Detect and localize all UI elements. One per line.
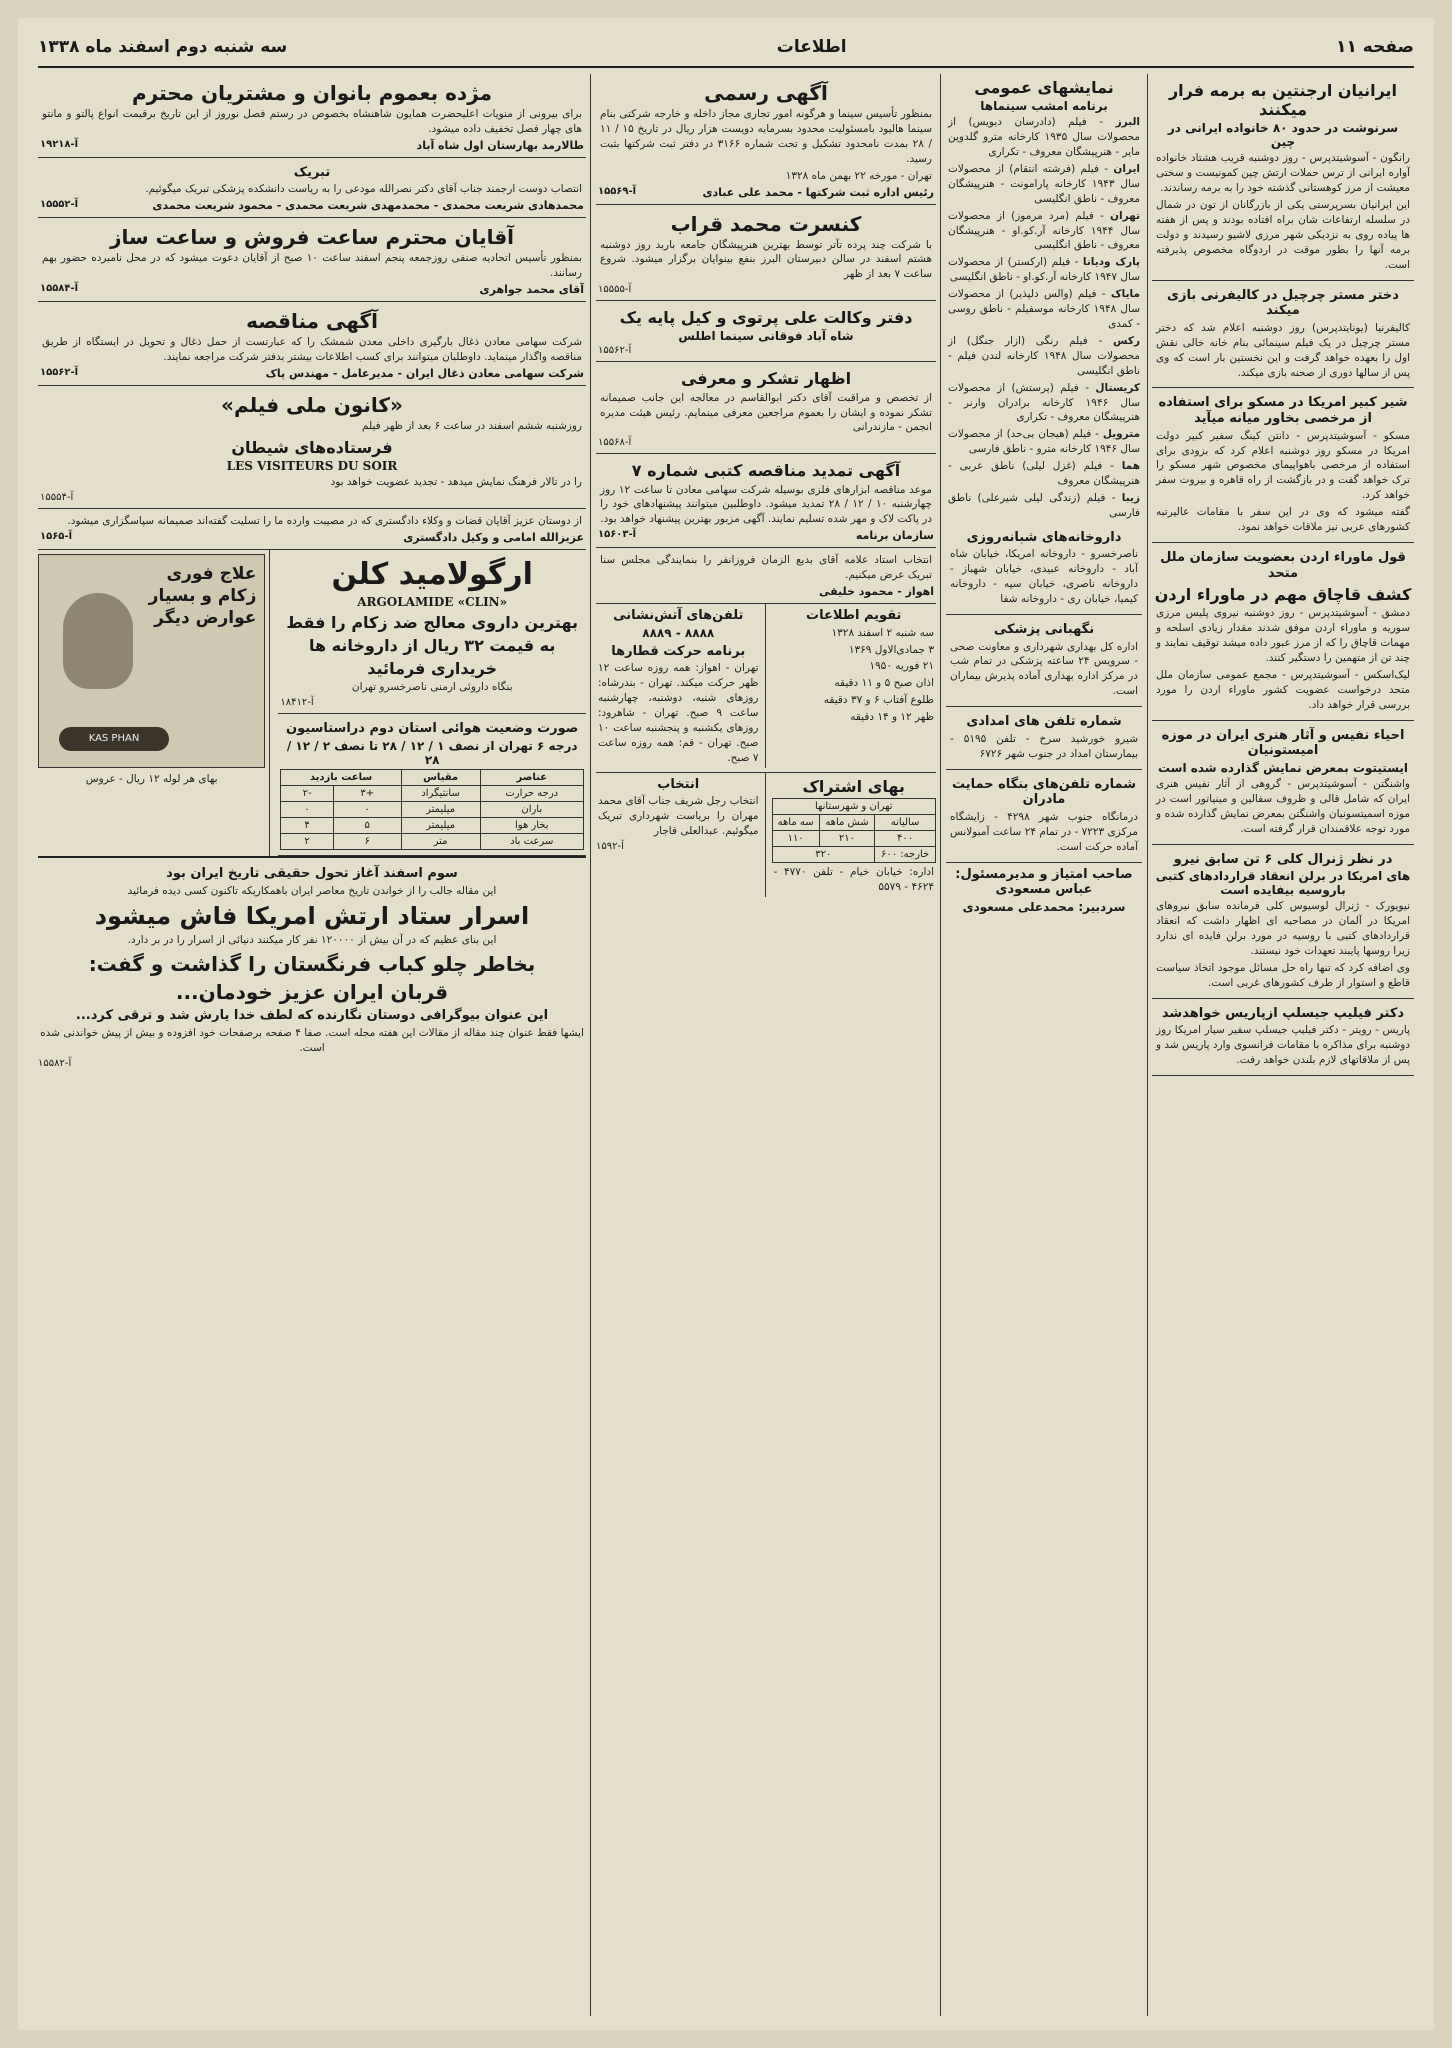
section-title: شماره تلفن‌های بنگاه حمایت مادران [951, 776, 1137, 808]
film-title: فرستاده‌های شیطان [231, 437, 393, 457]
ad-code: آ-۱۹۲۱۸ [40, 138, 79, 150]
concert-ad [596, 205, 936, 302]
congrats-note [596, 548, 936, 604]
product-name: ارگولامید کلن [331, 556, 533, 592]
signature: عزیزالله امامی و وکیل دادگستری [403, 530, 584, 544]
table-cell: میلیمتر [401, 817, 480, 833]
article-text: انتخاب رجل شریف جناب آقای محمد مهران را بریاست شهرداری تبریک میگوئیم. عبدالعلی قاجار [598, 795, 759, 837]
calendar-line: ۲۱ فوریه ۱۹۵۰ [869, 660, 934, 673]
headline: بخاطر چلو کباب فرنگستان را گذاشت و گفت: [88, 952, 536, 977]
signature: آقای محمد جواهری [479, 283, 584, 297]
film-club-ad [38, 386, 586, 509]
thanks-notice [38, 509, 586, 550]
table-cell: -۲ [281, 785, 333, 801]
editor: سردبیر: محمدعلی مسعودی [962, 899, 1126, 914]
split-right [278, 550, 586, 856]
ad-slogan: علاج فوری زکام و بسیار عوارض دیگر [148, 563, 257, 629]
table-cell: سرعت باد [480, 833, 583, 849]
split-row [38, 550, 586, 856]
signature: رئیس اداره ثبت شرکتها - محمد علی عبادی [702, 185, 934, 199]
public-shows-column [946, 74, 1142, 2016]
table-cell: ۶ [333, 833, 401, 849]
news-general-clay [1152, 845, 1414, 999]
article-text: شیرو خورشید سرخ - تلفن ۵۱۹۵ - بیمارستان امداد در جنوب شهر ۶۷۲۶ [950, 732, 1138, 760]
section-title: تلفن‌های آتش‌نشانی [613, 608, 744, 624]
article-text: را در تالار فرهنگ نمایش میدهد - تجدید عضویت خواهد بود [330, 476, 582, 489]
magazine-ad [38, 856, 586, 1069]
subheadline: های امریکا در برلن انعقاد قراردادهای کتبی باروسیه بیفایده است [1155, 869, 1411, 898]
article-text: لیک‌اسکس - آسوشیتدپرس - مجمع عمومی سازمان ملل متحد درخواست عضویت کشور ماوراء اردن را مورد بررسی قرار خواهد داد. [1156, 668, 1410, 711]
article-text: برای بیرونی از منویات اعلیحضرت همایون شاهنشاه بخصوص در رستم فصل نوروز از این تاریخ برقیمت انواع پالتو و مانتو های چهار فصل تخفیف داده میشود. [42, 108, 582, 135]
table-cell: سالیانه [875, 814, 936, 830]
article-text: پاریس - رویتر - دکتر فیلیپ جیسلپ سفیر سیار امریکا روز دوشنبه برای مذاکره با مقامات فرانسوی وارد پاریس شد و پس از ملاقاتهای لازم بلندن خواهد رفت. [1156, 1024, 1410, 1066]
article-text: این ایرانیان بسرپرستی یکی از بازرگانان از تون در شمال در سلسله ارتفاعات شان براه افتاده بودند و پس از هفته ها پیاده روی به نزدیکی شهر مرزی لاشیو رسیدند و دولت برمه آنها را بطور موقت در اردوگاه مخصوص پذیرفته است. [1156, 199, 1410, 271]
headline: اظهار تشکر و معرفی [680, 369, 852, 389]
table-cell: +۳ [333, 785, 401, 801]
article-text: نیویورک - ژنرال لوسیوس کلی فرمانده سابق نیروهای امریکا در آلمان در مصاحبه ای اظهار داشت که انعقاد قراردادهای کتبی با روسیه در مورد برلن فایده ای ندارد زیرا روسها پایبند تعهدات خود نیستند. [1156, 900, 1410, 957]
list-item: مترویل - فیلم (هیجان بی‌حد) از محصولات سال ۱۹۴۶ کارخانه مترو - ناطق فارسی [948, 428, 1141, 456]
headline: دفتر وکالت علی پرتوی و کیل پایه یک [619, 308, 913, 328]
news-jessup [1152, 999, 1414, 1076]
thanks-ad [596, 362, 936, 454]
ads-column [38, 74, 586, 2016]
product-name-latin: ARGOLAMIDE «CLIN» [357, 594, 508, 609]
weather-table [280, 769, 584, 850]
publisher: صاحب امتیاز و مدیرمسئول: عباس مسعودی [955, 866, 1133, 898]
table-cell: ۲ [281, 833, 333, 849]
ad-code: آ-۱۵۵۵۲ [40, 199, 79, 211]
ad-code: آ-۱۵۶۰۳ [598, 529, 637, 541]
article-text: از تخصص و مراقبت آقای دکتر ابوالقاسم در معالجه این جانب صمیمانه تشکر نموده و ایشان را بعموم مراجعین معرفی مینمایم. رئیس هیئت مدیره انجمن - مازندرانی [600, 391, 932, 434]
article-text: اداره کل بهداری شهرداری و معاونت صحی - سرویس ۲۴ ساعته پزشکی در تمام شب در مرکز اداره بهداری آماده پذیرش بیماران است. [950, 640, 1138, 698]
headline: صورت وضعیت هوائی استان دوم دراستاسیون [286, 721, 579, 737]
ad-code: آ-۱۵۵۶۲ [40, 366, 79, 378]
headline: مژده بعموم بانوان و مشتریان محترم [131, 81, 493, 105]
table-header: ساعت بازدید [281, 769, 401, 785]
headline: ایرانیان ارجنتین به برمه فرار میکنند [1168, 81, 1398, 120]
fire-train-box [596, 604, 766, 768]
headline: آگهی مناقصه [246, 309, 378, 334]
cold-remedy-ad [38, 554, 265, 768]
headline: آگهی رسمی [704, 81, 828, 105]
watchmakers-ad [38, 218, 586, 302]
article-text: بنگاه داروئی ارمنی ناصرخسرو تهران [351, 681, 513, 694]
section-title: نگهبانی پزشکی [993, 621, 1095, 637]
ad-code: آ-۱۵۵۶۲ [598, 345, 632, 357]
table-cell: ۱۱۰ [772, 830, 819, 846]
table-cell: تهران و شهرستانها [772, 798, 936, 814]
article-text: واشنگتن - آسوشیتدپرس - گروهی از آثار نفیس هنری ایران که شامل قالی و ظروف سفالین و مینیاتور است در موزه اسمیتسونیان واشنگتن بمعرض نمایش گذارده شده و مورد توجه علاقمندان قرار گرفته است. [1156, 777, 1410, 835]
calendar-line: سه شنبه ۲ اسفند ۱۳۲۸ [831, 626, 934, 639]
list-item: تهران - فیلم (مرد مرموز) از محصولات سال ۱۹۴۴ کارخانه آر.کو.او - هنرپیشگان معروف - ناطق انگلیسی [948, 209, 1141, 252]
headline: کشف قاچاق مهم در ماوراء اردن [1154, 585, 1412, 605]
calendar-line: ظهر ۱۲ و ۱۴ دقیقه [850, 711, 934, 724]
subheadline: ایستیتوت بمعرض نمایش گذارده شده است [1157, 760, 1409, 775]
info-boxes [596, 604, 936, 773]
address: شاه آباد فوقانی سینما اطلس [678, 329, 854, 344]
table-cell: خارجه: ۶۰۰ [875, 846, 936, 862]
ad-price: بهای هر لوله ۱۲ ریال - عروس [85, 772, 218, 785]
ad-code: آ-۱۵۶۵ [40, 530, 72, 542]
calendar-box [772, 604, 937, 768]
table-header: مقیاس [401, 769, 480, 785]
table-cell: ۵ [333, 817, 401, 833]
table-cell: ۴۰۰ [875, 830, 936, 846]
column-rule [590, 74, 591, 2016]
medical-watch [946, 615, 1142, 707]
congrats-ad [38, 158, 586, 219]
table-cell: باران [480, 801, 583, 817]
ad-code: آ-۱۵۵۵۵ [598, 284, 632, 296]
table-cell: درجه حرارت [480, 785, 583, 801]
newspaper-page [18, 18, 1434, 2030]
official-notice [596, 74, 936, 205]
article-text: با شرکت چند پرده تآتر توسط بهترین هنرپیشگان جامعه باربد روز دوشنبه هشتم اسفند در سالن دبیرستان البرز بنفع بینوایان برگزار میشود. شروع ساعت ۷ بعد از ظهر [600, 238, 932, 281]
table-cell: ۲۱۰ [819, 830, 874, 846]
train-schedule: تهران - اهواز: همه روزه ساعت ۱۲ ظهر حرکت میکند. تهران - بندرشاه: روزهای شنبه، دوشنبه، چهارشنبه ساعت ۹ صبح. تهران - شاهرود: روزهای یکشنبه و پنجشنبه ساعت ۱۰ صبح. تهران - قم: همه روزه ساعت ۷ صبح. [598, 662, 759, 764]
headline: دکتر فیلیپ جیسلپ ازپاریس خواهدشد [1161, 1005, 1405, 1021]
article-text: دمشق - آسوشیتدپرس - روز دوشنبه نیروی پلیس مرزی سوریه و ماوراء اردن موفق شدند مقدار زیادی اسلحه و مهمات قاچاق را که از مرز عبور داده میشد توقیف نمایند و چند تن از متهمین را دستگیر کنند. [1156, 607, 1410, 665]
election-box [596, 773, 766, 897]
news-iranian-art [1152, 721, 1414, 845]
split-left [38, 550, 270, 856]
section-title: شماره تلفن های امدادی [966, 714, 1122, 730]
section-title: نمایشهای عمومی [974, 78, 1114, 97]
address: اداره: خیابان خیام - تلفن ۴۷۷۰ - ۴۶۲۴ - ۵۵۷۹ [773, 865, 934, 893]
section-title: داروخانه‌های شبانه‌روزی [966, 529, 1122, 545]
issue-date: سه شنبه دوم اسفند ماه ۱۳۳۸ [38, 37, 288, 57]
headline: شیر کبیر امریکا در مسکو برای استفاده از مرخصی بخاور میانه میآید [1158, 395, 1408, 427]
article-text: ایشها فقط عنوان چند مقاله از مقالات این هفته مجله است. صفا ۴ صفحه برصفحات خود افزوده و بیش از پیش خواندنی شده است. [40, 1026, 584, 1054]
list-item: هما - فیلم (غزل لیلی) ناطق عربی - هنرپیشگان معروف [948, 460, 1140, 488]
article-text: وی اضافه کرد که تنها راه حل مسائل موجود اتخاذ سیاست قاطع و استوار از طرف کشورهای غربی است. [1156, 961, 1410, 989]
subheadline: سرنوشت در حدود ۸۰ خانواده ایرانی در چین [1167, 121, 1399, 150]
headline: سوم اسفند آغاز تحول حقیقی تاریخ ایران بود [166, 865, 458, 881]
headline: آقایان محترم ساعت فروش و ساعت ساز [109, 225, 515, 250]
table-cell: ۴ [281, 817, 333, 833]
article-text: درمانگاه جنوب شهر ۴۲۹۸ - زایشگاه مرکزی ۷۲۲۳ - در تمام ۲۴ ساعت آمبولانس آماده حرکت است. [950, 810, 1138, 853]
article-text: مسکو - آسوشیتدپرس - دانتن کینگ سفیر کبیر دولت امریکا در مسکو روز دوشنبه اعلام کرد که بزودی برای استفاده از مرخصی باهواپیمای مخصوص شهر مسکو را ترک خواهد گفت و در بازگشت از راه قاهره و بیروت سفر خواهد کرد. [1156, 429, 1410, 502]
headline: تبریک [293, 164, 331, 180]
table-cell: متر [401, 833, 480, 849]
article-text: رانگون - آسوشیتدپرس - روز دوشنبه قریب هشتاد خانواده آواره ایرانی از ترس حملات ارتش چین کمونیست و سختی معیشت از مرز کوهستانی گذشته خود را به برمه رساندند. [1156, 152, 1410, 195]
page-header [38, 28, 1414, 68]
table-header: عناصر [480, 769, 583, 785]
pharmacies [946, 523, 1142, 615]
list-item: ایران - فیلم (فرشته انتقام) از محصولات سال ۱۹۴۳ کارخانه پارامونت - هنرپیشگان معروف - ناطق انگلیسی [948, 162, 1140, 205]
subheadline: درجه ۶ تهران از نصف ۱ / ۱۲ / ۲۸ تا نصف ۲ / ۱۲ / ۲۸ [286, 738, 578, 767]
cinema-list [946, 115, 1142, 521]
film-title-latin: LES VISITEURS DU SOIR [226, 459, 398, 474]
table-cell: سه ماهه [772, 814, 819, 830]
article-text: کالیفرنیا (یونایتدپرس) روز دوشنبه اعلام شد که دختر مستر چرچیل در یک فیلم سینمائی بنام خانه خالی نقش اول را بعهده خواهد گرفت و این نخستین بار است که وی پس از سالها دوری از صحنه بازی میکند. [1156, 321, 1410, 379]
signature: سازمان برنامه [855, 529, 934, 543]
medicine-ad [278, 550, 586, 714]
calendar-line: ۳ جمادی‌الاول ۱۳۶۹ [848, 643, 934, 656]
article-text: این مقاله جالب را از خواندن تاریخ معاصر ایران باهمکاریکه تاکنون کسی دیده فرمائید [127, 884, 497, 897]
law-office-ad [596, 301, 936, 362]
headline: در نظر ژنرال کلی ۶ تن سابق نیرو [1173, 851, 1393, 867]
newspaper-name: اطلاعات [776, 37, 847, 57]
article-text: گفته میشود که وی در این سفر با مقامات عالیرتبه کشورهای عربی نیز ملاقات خواهد نمود. [1156, 506, 1410, 534]
headline: این عنوان بیوگرافی دوستان نگارنده که لطف خدا یارش شد و ترقی کرد... [75, 1008, 549, 1024]
table-cell: شش ماهه [819, 814, 874, 830]
signature: محمدهادی شریعت محمدی - محمدمهدی شریعت محمدی - محمود شریعت محمدی [152, 199, 584, 213]
maternity-phones [946, 770, 1142, 863]
article-text: از دوستان عزیز آقایان قضات و وکلاء دادگستری که در مصیبت وارده ما را تسلیت گفته‌اند صمیمانه سپاسگزاری میشود. [67, 514, 582, 527]
news-churchill-daughter [1152, 281, 1414, 389]
headline: «کانون ملی فیلم» [221, 392, 403, 417]
headline: خریداری فرمائید [367, 659, 498, 679]
article-text: این بنای عظیم که در آن بیش از ۱۲۰۰۰۰ نفر کار میکنند دنیائی از اسرار را در بر دارد. [127, 934, 497, 947]
headline: احیاء نفیس و آثار هنری ایران در موزه امیستونیان [1161, 727, 1405, 759]
ad-code: آ-۱۵۵۸۴ [40, 283, 79, 295]
woman-portrait-icon [63, 593, 133, 689]
table-cell: ۰ [281, 801, 333, 817]
subscription-box [772, 773, 937, 897]
headline: اسرار ستاد ارتش امریکا فاش میشود [94, 902, 530, 931]
headline: قول ماوراء اردن بعضویت سازمان ملل متحد [1160, 549, 1406, 581]
section-title: تقویم اطلاعات [806, 608, 902, 624]
ad-code: آ-۱۵۵۵۴ [40, 491, 74, 503]
product-tube: KAS PHAN [59, 727, 169, 751]
news-us-ambassador [1152, 388, 1414, 543]
column-rule [1147, 74, 1148, 2016]
fire-phone: ۸۸۸۸ - ۸۸۸۹ [642, 625, 715, 640]
list-item: زیبا - فیلم (زندگی لیلی شیرعلی) ناطق فارسی [948, 491, 1140, 519]
table-cell: میلیمتر [401, 801, 480, 817]
section-title: بهای اشتراک [802, 776, 905, 796]
list-item: البرز - فیلم (دادرسان دیویس) از محصولات سال ۱۹۳۵ کارخانه مترو گلدوین مایر - هنرپیشگان معروف - تکراری [948, 116, 1140, 158]
headline: دختر مستر چرچیل در کالیفرنی بازی میکند [1167, 287, 1399, 319]
ad-code: آ-۱۸۴۱۲ [280, 697, 314, 709]
tender-extension [596, 454, 936, 548]
notices-column [596, 74, 936, 2016]
headline: کنسرت محمد قراب [670, 211, 862, 236]
list-item: پارک ودیانا - فیلم (ارکستر) از محصولات سال ۱۹۴۷ کارخانه آر.کو.او - ناطق انگلیسی [948, 256, 1141, 284]
bottom-boxes [596, 773, 936, 897]
article-text: تهران - مورخه ۲۲ بهمن ماه ۱۳۲۸ [785, 169, 932, 182]
fashion-ad [38, 74, 586, 158]
table-cell: ۳۲۰ [772, 846, 875, 862]
headline: قربان ایران عزیز خودمان... [175, 980, 449, 1005]
list-item: کریستال - فیلم (پرستش) از محصولات سال ۱۹۴۶ کارخانه برادران وارنر - هنرپیشگان معروف - تکراری [948, 381, 1141, 424]
table-cell: بخار هوا [480, 817, 583, 833]
signature: اهواز - محمود خلیقی [818, 585, 934, 599]
news-transjordan [1152, 543, 1414, 721]
headline: به قیمت ۳۲ ریال از داروخانه ها [309, 636, 556, 656]
page-number: صفحه ۱۱ [1336, 37, 1414, 57]
pharmacy-list: ناصرخسرو - داروخانه امریکا، خیابان شاه آباد - داروخانه عبیدی، خیابان شهباز - داروخانه ناصری، خیابان سپه - داروخانه کیمیا، خیابان ری - داروخانه شفا [950, 548, 1138, 606]
article-text: روزشنبه ششم اسفند در ساعت ۶ بعد از ظهر فیلم [362, 419, 582, 432]
ad-code: آ-۱۵۵۸۲ [38, 1057, 72, 1069]
article-text: موعد مناقصه ابزارهای فلزی بوسیله شرکت سهامی معادن تا ساعت ۱۲ روز چهارشنبه ۱۰ / ۱۲ / ۲۸ تمدید میشود. داوطلبین میتوانند پیشنهادهای خود را در پاکت لاک و مهر شده تسلیم نمایند. آگهی مزبور بهترین پیشنهاد خواهد بود. [600, 483, 932, 526]
signature: طالارمد بهارستان اول شاه آباد [416, 138, 584, 152]
table-cell: سانتیگراد [401, 785, 480, 801]
foreign-news-column [1152, 74, 1414, 2016]
article-text: شرکت سهامی معادن ذغال بارگیری داخلی معدن شمشک را که عبارتست از حمل ذغال و تحویل در ایستگاه از طریق مناقصه واگذار مینماید. داوطلبان میتوانند برای کسب اطلاعات بیشتر بدفتر شرکت مراجعه نمایند. [42, 336, 582, 364]
calendar-line: طلوع آفتاب ۶ و ۳۷ دقیقه [823, 694, 934, 707]
list-item: رکس - فیلم رنگی (ازار جنگل) از محصولات سال ۱۹۴۸ کارخانه لندن فیلم - ناطق انگلیسی [948, 334, 1140, 377]
table-cell: ۰ [333, 801, 401, 817]
section-title: انتخاب [657, 776, 700, 792]
article-text: بمنظور تأسیس سینما و هرگونه امور تجاری مجاز داخله و خارجه شرکتی بنام سینما هالیود بامسئولیت محدود بسرمایه دویست هزار ریال در تاریخ ۱۵ / ۱۱ / ۲۸ بمدت نامحدود تشکیل و تحت شماره ۳۱۶۶ در دفتر ثبت شرکتها بثبت رسید. [600, 108, 932, 165]
ad-code: آ-۱۵۵۶۸ [598, 437, 632, 449]
section-subtitle: برنامه امشب سینماها [980, 99, 1108, 114]
emergency-phones [946, 707, 1142, 769]
calendar-line: اذان صبح ۵ و ۱۱ دقیقه [834, 677, 934, 690]
tender-ad [38, 302, 586, 386]
column-rule [940, 74, 941, 2016]
subscription-table [772, 798, 937, 863]
ad-code: آ-۱۵۵۶۹ [598, 185, 637, 197]
weather-report [278, 714, 586, 856]
ad-code: آ-۱۵۹۲ [596, 840, 624, 852]
article-text: بمنظور تأسیس اتحادیه صنفی روزجمعه پنجم اسفند ساعت ۱۰ صبح از آقایان دعوت میشود که در محل نامبرده حضور بهم رسانند. [42, 252, 582, 280]
section-title: برنامه حرکت قطارها [611, 643, 746, 659]
signature: شرکت سهامی معادن ذغال ایران - مدیرعامل - مهندس پاک [265, 366, 584, 380]
headline: آگهی تمدید مناقصه کتبی شماره ۷ [631, 461, 901, 481]
headline: بهترین داروی معالج ضد زکام را فقط [286, 612, 579, 632]
article-text: انتخاب استاد علامه آقای بدیع الزمان فروزانفر را بنمایندگی مجلس سنا تبریک عرض میکنیم. [600, 554, 932, 582]
news-iranians-burma [1152, 74, 1414, 281]
list-item: مایاک - فیلم (والس دلپذیر) از محصولات سال ۱۹۴۸ کارخانه موسفیلم - ناطق روسی - کمدی [948, 288, 1140, 330]
article-text: انتصاب دوست ارجمند جناب آقای دکتر نصرالله مودعی را به ریاست دانشکده پزشکی تبریک میگوئیم. [145, 183, 582, 196]
